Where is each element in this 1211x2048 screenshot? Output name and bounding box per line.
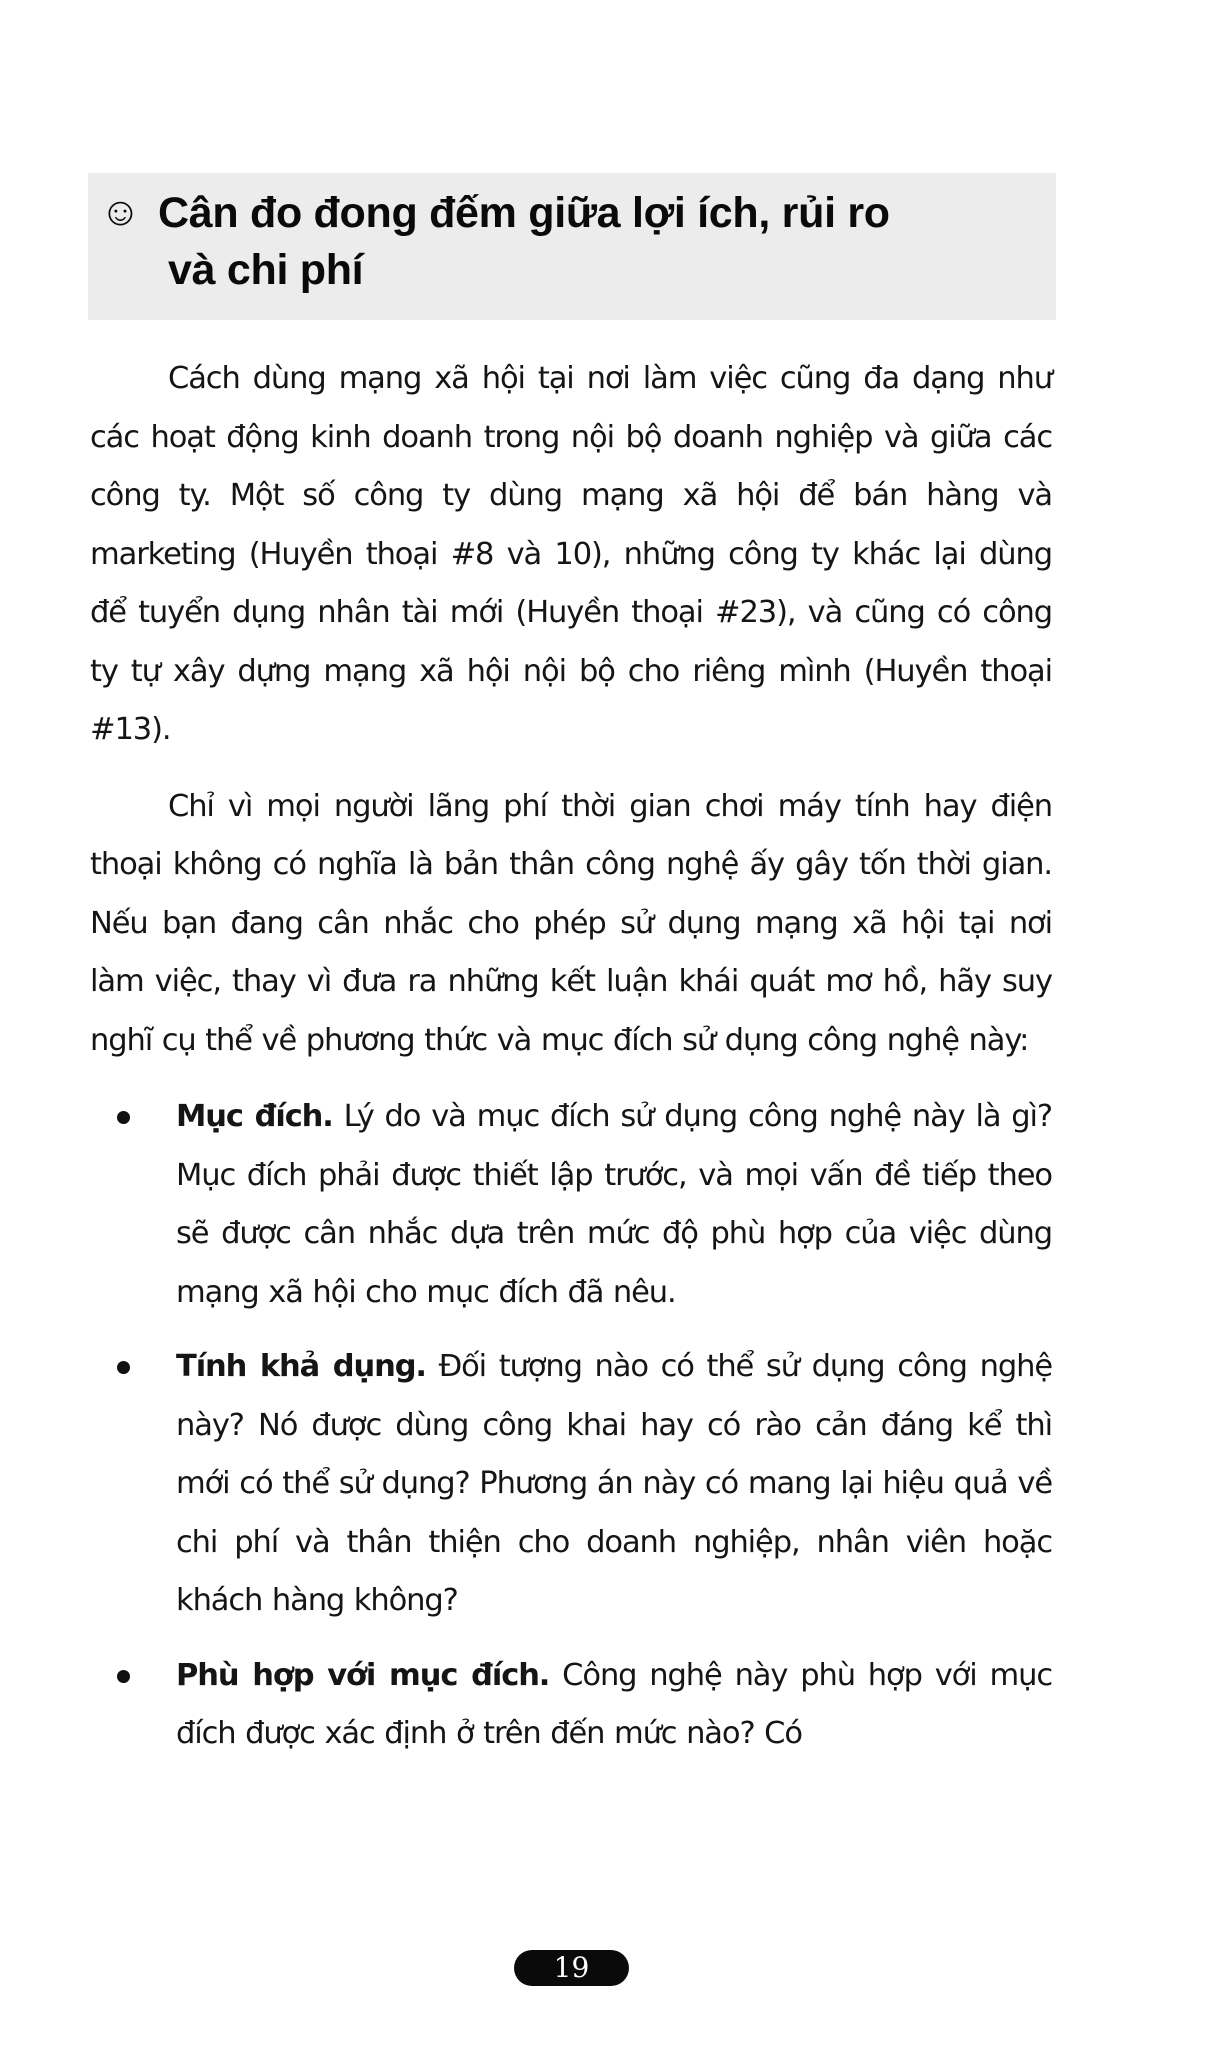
bullet-text: Lý do và mục đích sử dụng công nghệ này là gì? Mục đích phải được thiết lập trước, và mọi vấn đề tiếp theo sẽ được cân nhắc dựa trên mức độ phù hợp của việc dùng mạng xã hội cho mục đích đã nêu. bbox=[176, 1099, 1053, 1310]
bullet-item-fit-for-purpose bbox=[90, 1647, 1052, 1764]
bullet-text: Đối tượng nào có thể sử dụng công nghệ này? Nó được dùng công khai hay có rào cản đáng kể thì mới có thể sử dụng? Phương án này có mang lại hiệu quả về chi phí và thân thiện cho doanh nghiệp, nhân viên hoặc khách hàng không? bbox=[176, 1349, 1052, 1618]
bullet-term: Phù hợp với mục đích. bbox=[176, 1657, 550, 1693]
page-number-badge: 19 bbox=[514, 1950, 629, 1986]
section-heading bbox=[100, 184, 1050, 299]
bullet-term: Tính khả dụng. bbox=[176, 1349, 426, 1384]
paragraph-1: Cách dùng mạng xã hội tại nơi làm việc cũng đa dạng như các hoạt động kinh doanh trong nội bộ doanh nghiệp và giữa các công ty. Một số công ty dùng mạng xã hội để bán hàng và marketing (Huyền thoại #8 và 10), những công ty khác lại dùng để tuyển dụng nhân tài mới (Huyền thoại #23), và cũng có công ty tự xây dựng mạng xã hội nội bộ cho riêng mình (Huyền thoại #13). bbox=[90, 361, 1052, 747]
bullet-item-availability bbox=[90, 1338, 1052, 1631]
heading-text-line-1: Cân đo đong đếm giữa lợi ích, rủi ro bbox=[158, 189, 890, 237]
bullet-dot-icon bbox=[117, 1670, 130, 1683]
paragraph-2: Chỉ vì mọi người lãng phí thời gian chơi máy tính hay điện thoại không có nghĩa là bản thân công nghệ ấy gây tốn thời gian. Nếu bạn đang cân nhắc cho phép sử dụng mạng xã hội tại nơi làm việc, thay vì đưa ra những kết luận khái quát mơ hồ, hãy suy nghĩ cụ thể về phương thức và mục đích sử dụng công nghệ này: bbox=[90, 788, 1052, 1058]
bullet-dot-icon bbox=[117, 1111, 130, 1124]
bullet-dot-icon bbox=[117, 1361, 130, 1374]
bullet-item-purpose bbox=[90, 1088, 1052, 1322]
bullet-text: Công nghệ này phù hợp với mục đích được xác định ở trên đến mức nào? Có bbox=[176, 1657, 1052, 1751]
bullet-term: Mục đích. bbox=[176, 1099, 333, 1134]
bullet-list bbox=[90, 1088, 1052, 1764]
smiley-icon: ☺ bbox=[100, 190, 141, 234]
heading-line-1 bbox=[100, 184, 1050, 242]
page-body bbox=[90, 350, 1052, 1780]
heading-text-line-2: và chi phí bbox=[168, 246, 364, 294]
